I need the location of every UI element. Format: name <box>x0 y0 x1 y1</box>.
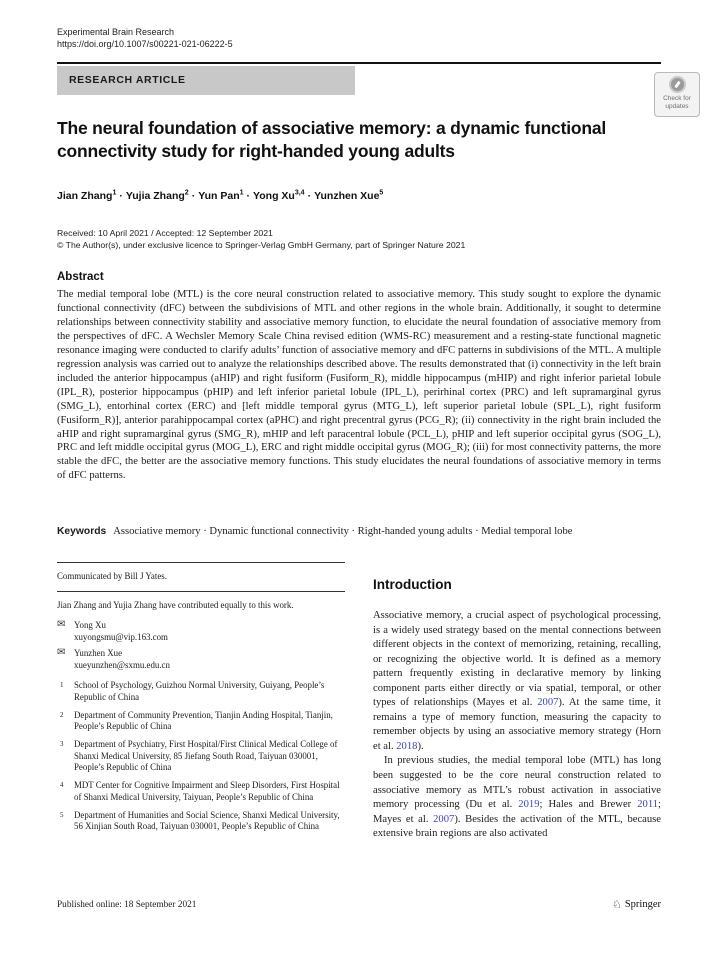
check-for-updates-button[interactable] <box>654 72 700 117</box>
check-updates-label-1: Check for <box>663 95 691 102</box>
introduction-paragraph-1 <box>373 609 661 754</box>
affiliation-number: 5 <box>60 810 64 819</box>
envelope-icon: ✉ <box>57 619 66 630</box>
communicated-by: Communicated by Bill J Yates. <box>57 571 167 581</box>
article-type-banner: RESEARCH ARTICLE <box>57 66 355 95</box>
springer-horse-icon: ♘ <box>611 898 622 911</box>
text-run: In previous studies, the medial temporal lobe (MTL) has long been suggested to be the core neural construction related to associative memory as MTL’s robust activation in associative memory processing (Du et al. <box>373 755 661 811</box>
correspondent-name: Yong Xu <box>74 620 106 630</box>
author-list <box>57 189 661 202</box>
header-rule <box>57 62 661 64</box>
author: Yun Pan$^1$ <box>198 189 244 202</box>
footnote-column <box>57 556 345 842</box>
dates-block <box>57 227 661 251</box>
page-footer <box>57 898 661 911</box>
keywords-line <box>57 526 661 537</box>
two-column-area <box>57 556 661 842</box>
introduction-paragraph-2 <box>373 754 661 841</box>
author: Yong Xu$^{3,4}$ <box>253 189 305 202</box>
affiliation-item <box>57 680 345 703</box>
author-separator: · <box>307 189 312 202</box>
author-separator: · <box>246 189 251 202</box>
citation-link[interactable]: 2011 <box>637 799 659 811</box>
text-run: ). Besides the activation of the MTL, because extensive brain regions are also activated <box>373 813 661 840</box>
affiliation-item <box>57 710 345 733</box>
author: Jian Zhang$^1$ <box>57 189 117 202</box>
affiliation-number: 4 <box>60 781 64 789</box>
affiliation-text: Department of Community Prevention, Tianjin Anding Hospital, Tianjin, People’s Republic of China <box>74 709 333 731</box>
citation-link[interactable]: 2007 <box>537 697 559 709</box>
text-run: ; Mayes et al. <box>373 799 661 825</box>
affiliation-item <box>57 739 345 774</box>
received-accepted: Received: 10 April 2021 / Accepted: 12 September 2021 <box>57 228 273 238</box>
journal-header <box>57 26 233 50</box>
keywords-label: Keywords <box>57 526 107 537</box>
affiliation-text: Department of Psychiatry, First Hospital/First Clinical Medical College of Shanxi Medical University, 85 Jiefang South Road, Taiyuan 030001, People’s Republic of China <box>74 739 338 772</box>
author: Yujia Zhang$^2$ <box>125 189 189 202</box>
correspondence-block <box>57 620 345 671</box>
abstract-text: The medial temporal lobe (MTL) is the core neural construction related to associative memory. This study sought to explore the dynamic functional connectivity (dFC) between the subdivisions of MTL and other regions in the whole brain. Additionally, it sought to determine relationships between connectivity stability and associative memory function, to elucidate the neural foundation of associative memory from the perspectives of dFC. A Wechsler Memory Scale China revised edition (WMS-RC) measurement and a resting-state functional magnetic resonance imaging were conducted to clarify adults’ function of associative memory and dFC patterns in subdivisions of the MTL. A multiple regression analysis was carried out to analyze the relationships described above. The results demonstrated that (i) connectivity in the left brain included the anterior hippocampus (aHIP) and right fusiform (Fusiform_R), middle hippocampus (mHIP) and right inferior parietal lobule (IPL_R), posterior hippocampus (pHIP) and left inferior parietal lobule (IPL_L), perirhinal cortex (PRC) and left supramarginal gyrus (SMG_L), entorhinal cortex (ERC) and [left middle temporal gyrus (MTG_L), left superior parietal lobule (SPL_L), right fusiform (Fusiform_R)], anterior parahippocampal cortex (aPHC) and right precentral gyrus (PCG_R); (ii) connectivity in the right brain included the aHIP and right supramarginal gyrus (SMG_R), mHIP and left paracentral lobule (PCL_L), pHIP and left superior occipital gyrus (SOG_L), PRC and left middle occipital gyrus (MOG_L), ERC and right middle occipital gyrus (MOG_R); (iii) for most connectivity patterns, the more stable the dFC, the better are the associative memory functions. This study elucidates the neural foundations of associative memory in terms of dFC patterns. <box>57 289 661 482</box>
keywords-text: Associative memory · Dynamic functional connectivity · Right-handed young adults · Medial temporal lobe <box>113 526 573 537</box>
affiliation-text: MDT Center for Cognitive Impairment and Sleep Disorders, First Hospital of Shanxi Medical University, Taiyuan, People’s Republic of China <box>74 780 340 802</box>
author-separator: · <box>191 189 196 202</box>
published-online: Published online: 18 September 2021 <box>57 899 197 910</box>
author-separator: · <box>119 189 123 202</box>
text-run: ). <box>417 740 424 752</box>
citation-link[interactable]: 2007 <box>433 813 455 825</box>
affiliation-item <box>57 810 345 833</box>
correspondence-entry <box>57 648 345 671</box>
author: Yunzhen Xue$^5$ <box>314 189 384 202</box>
affiliation-text: School of Psychology, Guizhou Normal University, Guiyang, People’s Republic of China <box>74 680 325 702</box>
article-title: The neural foundation of associative memory: a dynamic functional connectivity study for right-handed young adults <box>57 118 607 161</box>
check-updates-label-2: updates <box>665 102 689 110</box>
text-run: ; Hales and Brewer <box>539 799 638 811</box>
affiliations-list <box>57 680 345 833</box>
crossmark-icon <box>669 76 686 93</box>
citation-link[interactable]: 2018 <box>396 740 418 752</box>
affiliation-item <box>57 780 345 803</box>
springer-logo <box>612 898 661 911</box>
text-run: ). At the same time, it remains a type of memory function, measuring the capacity to remember objects by using an associative memory strategy (Horn et al. <box>373 697 661 752</box>
correspondent-name: Yunzhen Xue <box>74 648 123 658</box>
footnote-rule <box>57 591 345 592</box>
copyright-line: © The Author(s), under exclusive licence to Springer-Verlag GmbH Germany, part of Springer Nature 2021 <box>57 240 466 250</box>
affiliation-text: Department of Humanities and Social Science, Shanxi Medical University, 56 Xinjian South Road, Taiyuan 030001, People’s Republic of China <box>74 809 340 831</box>
footnote-rule <box>57 562 345 563</box>
publisher-name: Springer <box>624 899 661 910</box>
citation-link[interactable]: 2019 <box>518 799 540 811</box>
equal-contribution-note: Jian Zhang and Yujia Zhang have contributed equally to this work. <box>57 599 294 610</box>
affiliation-number: 3 <box>60 740 64 748</box>
correspondence-entry <box>57 620 345 643</box>
journal-name: Experimental Brain Research <box>57 27 175 37</box>
text-run: Associative memory, a crucial aspect of psychological processing, is a widely used strategy based on the mental connections between different objects in the context of memorizing, retaining, recalling, or recognizing the objective world. It is defined as a memory pattern frequently existing in declarative memory by linking component parts either directly or via spatial, temporal, or other types of relationships (Mayes et al. <box>373 610 661 709</box>
affiliation-number: 2 <box>60 710 64 719</box>
doi-link[interactable]: https://doi.org/10.1007/s00221-021-06222-5 <box>57 39 233 49</box>
envelope-icon: ✉ <box>57 647 66 658</box>
correspondent-email[interactable]: xueyunzhen@sxmu.edu.cn <box>74 659 170 670</box>
abstract-heading: Abstract <box>57 271 104 283</box>
correspondent-email[interactable]: xuyongsmu@vip.163.com <box>74 631 168 642</box>
affiliation-number: 1 <box>60 681 64 689</box>
introduction-column <box>373 556 661 842</box>
introduction-heading: Introduction <box>373 577 452 592</box>
